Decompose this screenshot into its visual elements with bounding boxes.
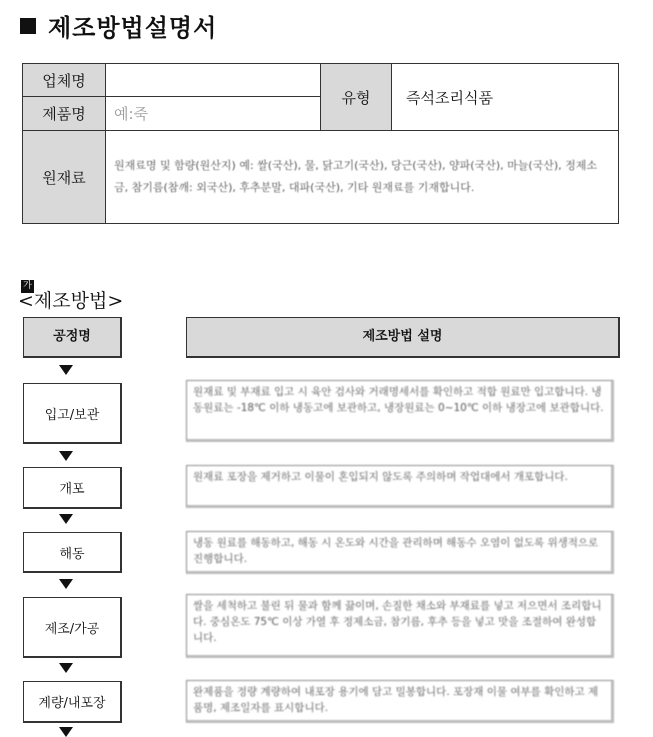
ingredients-label: 원재료 <box>23 131 106 224</box>
ingredients-value[interactable]: 원재료명 및 함량(원산지) 예: 쌀(국산), 물, 닭고기(국산), 당근(국산), 양파(국산), 마늘(국산), 정제소금, 참기름(참깨: 외국산), 후추분말, 대파(국산), 기타 원재료를 기재합니다. <box>106 131 619 224</box>
step-description: 원재료 및 부재료 입고 시 육안 검사와 거래명세서를 확인하고 적합 원료만 입고합니다. 냉동원료는 -18℃ 이하 냉동고에 보관하고, 냉장원료는 0~10℃ 이하 냉장고에 보관합니다. <box>186 380 614 442</box>
description-header: 제조방법 설명 <box>186 317 620 358</box>
process-header: 공정명 <box>23 317 122 358</box>
step-description: 냉동 원료를 해동하고, 해동 시 온도와 시간을 관리하며 해동수 오염이 없도록 위생적으로 진행합니다. <box>186 531 614 574</box>
flow-arrow-icon <box>59 365 73 375</box>
step-description: 완제품을 정량 계량하여 내포장 용기에 담고 밀봉합니다. 포장재 이물 여부를 확인하고 제품명, 제조일자를 표시합니다. <box>186 680 614 723</box>
section-tag-badge: 가 <box>21 280 34 293</box>
step-process-name: 계량/내포장 <box>23 681 122 723</box>
company-value[interactable] <box>106 64 321 97</box>
step-process-name: 해동 <box>23 532 122 573</box>
product-label: 제품명 <box>23 97 106 131</box>
flow-arrow-icon <box>59 663 73 673</box>
step-process-name: 개포 <box>23 467 122 509</box>
flow-arrow-icon <box>59 579 73 589</box>
product-value[interactable]: 예:죽 <box>106 97 321 131</box>
step-process-name: 제조/가공 <box>23 597 122 658</box>
section-title: <제조방법> <box>18 290 124 312</box>
flow-arrow-icon <box>59 727 73 737</box>
step-process-name: 입고/보관 <box>23 383 122 444</box>
product-info-table <box>22 63 619 224</box>
flow-arrow-icon <box>59 514 73 524</box>
step-description: 쌀을 세척하고 불린 뒤 물과 함께 끓이며, 손질한 채소와 부재료를 넣고 저으면서 조리합니다. 중심온도 75℃ 이상 가열 후 정제소금, 참기름, 후추 등을 넣고 맛을 조절하여 완성합니다. <box>186 594 614 658</box>
type-value[interactable]: 즉석조리식품 <box>392 64 619 131</box>
document-title: 제조방법설명서 <box>20 8 217 43</box>
flow-arrow-icon <box>59 451 73 461</box>
type-label: 유형 <box>321 64 392 131</box>
company-label: 업체명 <box>23 64 106 97</box>
step-description: 원재료 포장을 제거하고 이물이 혼입되지 않도록 주의하며 작업대에서 개포합니다. <box>186 465 614 508</box>
square-bullet-icon <box>20 18 36 34</box>
